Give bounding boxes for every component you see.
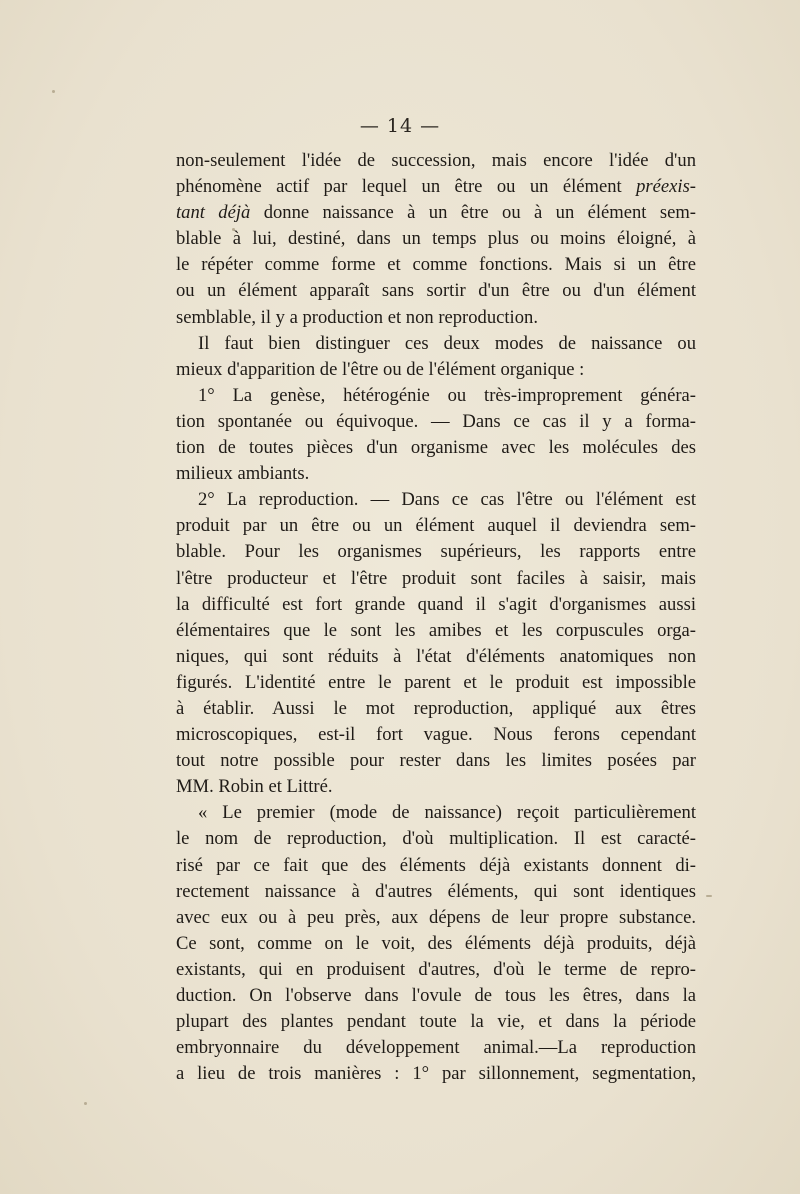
text-line: semblable, il y a production et non reproduction. xyxy=(176,306,538,328)
text-line: duction. On l'observe dans l'ovule de tous les êtres, dans la xyxy=(176,985,696,1006)
text-line: la difficulté est fort grande quand il s'agit d'organismes aussi xyxy=(176,593,696,615)
text-line: figurés. L'identité entre le parent et le produit est impossible xyxy=(176,671,696,693)
text-line: « Le premier (mode de naissance) reçoit particulièrement xyxy=(198,802,696,824)
text-line: existants, qui en produisent d'autres, d'où le terme de repro- xyxy=(176,958,696,980)
text-segment: préexis- xyxy=(636,176,696,198)
text-line: l'être producteur et l'être produit sont faciles à saisir, mais xyxy=(176,567,696,589)
text-segment: phénomène actif par lequel un être ou un élément xyxy=(176,176,637,198)
text-line: élémentaires que le sont les amibes et les corpuscules orga- xyxy=(176,619,696,641)
text-line xyxy=(176,200,696,226)
text-line: mieux d'apparition de l'être ou de l'élément organique : xyxy=(176,358,585,380)
text-line: produit par un être ou un élément auquel il deviendra sem- xyxy=(176,515,696,537)
text-line: tion de toutes pièces d'un organisme avec les molécules des xyxy=(176,437,696,459)
text-line: le nom de reproduction, d'où multiplication. Il est caracté- xyxy=(176,828,696,850)
paper-speck xyxy=(52,90,55,93)
text-line: plupart des plantes pendant toute la vie, et dans la période xyxy=(176,1011,696,1033)
text-line: embryonnaire du développement animal.—La reproduction xyxy=(176,1037,696,1059)
text-line xyxy=(176,174,696,200)
page-number: — 14 — xyxy=(359,115,441,137)
text-line: 1° La genèse, hétérogénie ou très-improprement généra- xyxy=(198,384,696,406)
text-line: a lieu de trois manières : 1° par sillonnement, segmentation, xyxy=(176,1063,696,1085)
text-line: risé par ce fait que des éléments déjà existants donnent di- xyxy=(176,854,696,876)
text-line: ou un élément apparaît sans sortir d'un être ou d'un élément xyxy=(176,280,696,302)
text-line: milieux ambiants. xyxy=(176,463,310,485)
text-line: niques, qui sont réduits à l'état d'éléments anatomiques non xyxy=(176,645,696,667)
text-segment: tant déjà xyxy=(176,202,251,224)
paper-speck xyxy=(706,895,712,897)
text-line: microscopiques, est-il fort vague. Nous ferons cependant xyxy=(176,724,696,746)
text-line: blable à lui, destiné, dans un temps plus ou moins éloigné, à xyxy=(176,228,696,250)
text-line: tion spontanée ou équivoque. — Dans ce cas il y a forma- xyxy=(176,410,696,432)
text-line: non-seulement l'idée de succession, mais encore l'idée d'un xyxy=(176,150,696,171)
text-line: MM. Robin et Littré. xyxy=(176,776,333,798)
text-line: avec eux ou à peu près, aux dépens de leur propre substance. xyxy=(176,906,696,928)
paper-speck xyxy=(84,1102,87,1105)
text-line: Ce sont, comme on le voit, des éléments déjà produits, déjà xyxy=(176,932,696,954)
text-line: rectement naissance à d'autres éléments, qui sont identiques xyxy=(176,880,696,902)
body-text xyxy=(176,148,696,1087)
text-line: Il faut bien distinguer ces deux modes de naissance ou xyxy=(198,332,696,354)
text-line: blable. Pour les organismes supérieurs, les rapports entre xyxy=(176,541,696,563)
text-line: tout notre possible pour rester dans les limites posées par xyxy=(176,750,696,772)
text-line: 2° La reproduction. — Dans ce cas l'être ou l'élément est xyxy=(198,489,696,511)
text-line: à établir. Aussi le mot reproduction, appliqué aux êtres xyxy=(176,697,696,719)
text-line: le répéter comme forme et comme fonctions. Mais si un être xyxy=(176,254,696,276)
text-segment: donne naissance à un être ou à un élément sem- xyxy=(250,202,696,224)
